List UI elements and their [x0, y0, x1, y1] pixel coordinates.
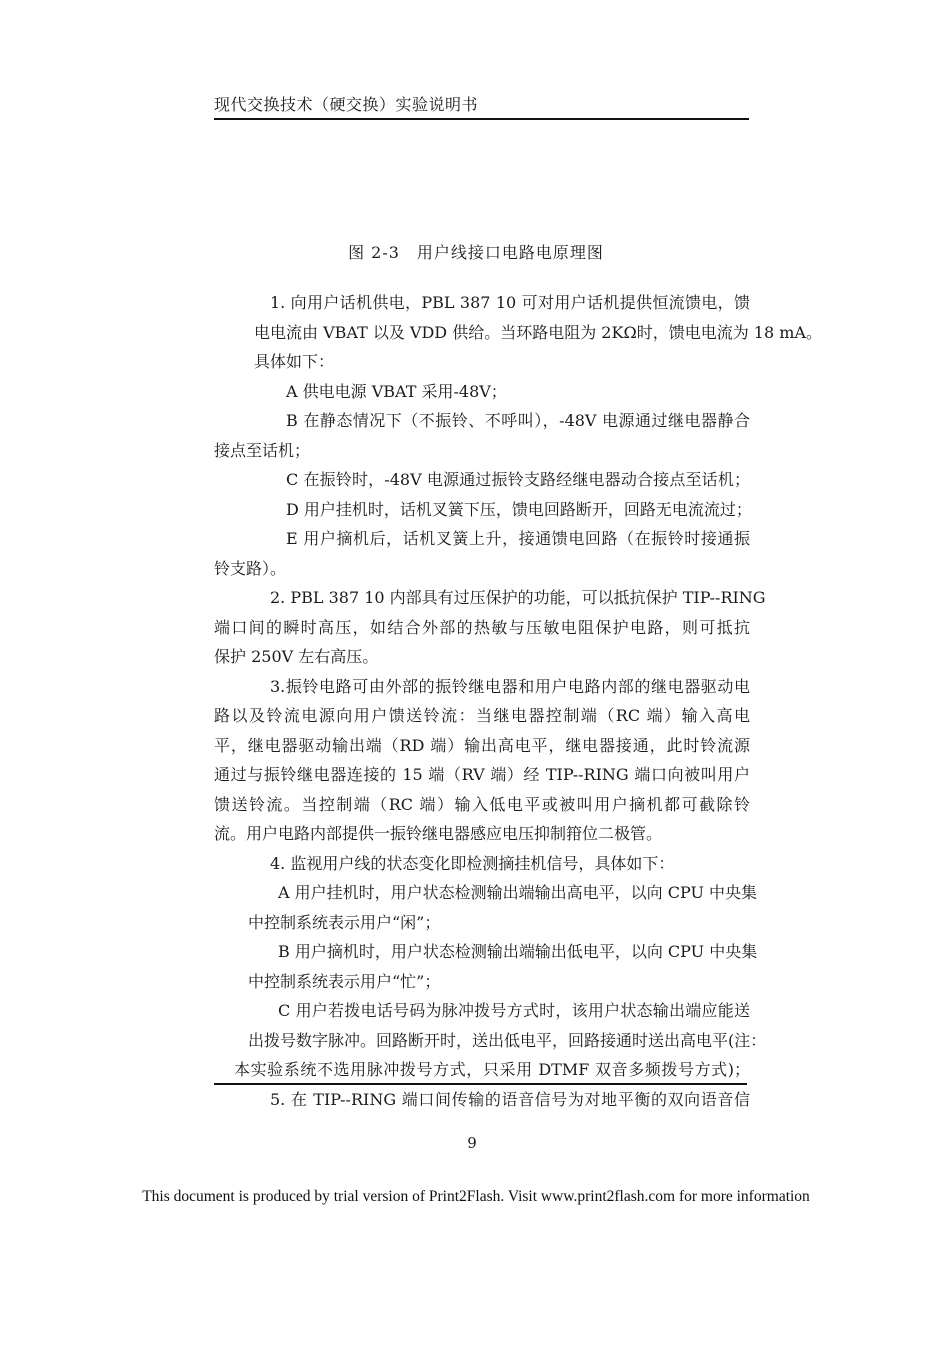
text-line: 端口间的瞬时高压，如结合外部的热敏与压敏电阻保护电路，则可抵抗 — [214, 617, 750, 637]
text-line: D 用户挂机时，话机叉簧下压，馈电回路断开，回路无电流流过； — [286, 499, 752, 519]
text-line: 接点至话机； — [214, 440, 311, 460]
text-line: 本实验系统不选用脉冲拨号方式，只采用 DTMF 双音多频拨号方式)； — [234, 1060, 750, 1079]
text-line: 5. 在 TIP--RING 端口间传输的语音信号为对地平衡的双向语音信 — [270, 1089, 750, 1109]
text-line: 通过与振铃继电器连接的 15 端（RV 端）经 TIP--RING 端口向被叫用户 — [214, 765, 750, 784]
text-line: 流。用户电路内部提供一振铃继电器感应电压抑制箝位二极管。 — [214, 824, 663, 843]
text-line: 中控制系统表示用户“闲”； — [248, 912, 441, 932]
text-line: 馈送铃流。当控制端（RC 端）输入低电平或被叫用户摘机都可截除铃 — [214, 794, 750, 814]
text-line: 保护 250V 左右高压。 — [214, 647, 379, 666]
text-line: 出拨号数字脉冲。回路断开时，送出低电平，回路接通时送出高电平(注： — [248, 1030, 767, 1050]
page-header-title: 现代交换技术（硬交换）实验说明书 — [214, 95, 479, 114]
text-line: C 用户若拨电话号码为脉冲拨号方式时，该用户状态输出端应能送 — [278, 1001, 750, 1020]
footer-rule — [214, 1083, 747, 1085]
text-line: B 在静态情况下（不振铃、不呼叫），-48V 电源通过继电器静合 — [286, 411, 750, 430]
text-line: 路以及铃流电源向用户馈送铃流：当继电器控制端（RC 端）输入高电 — [214, 706, 750, 725]
text-line: 2. PBL 387 10 内部具有过压保护的功能，可以抵抗保护 TIP--RING — [270, 588, 766, 607]
text-line: 4. 监视用户线的状态变化即检测摘挂机信号，具体如下： — [270, 853, 675, 873]
text-line: 电电流由 VBAT 以及 VDD 供给。当环路电阻为 2KΩ时，馈电电流为 18 mA。 — [254, 322, 822, 342]
text-line: A 用户挂机时，用户状态检测输出端输出高电平，以向 CPU 中央集 — [278, 883, 758, 902]
text-line: 具体如下： — [254, 352, 335, 371]
page-header — [214, 92, 749, 120]
text-line: 1. 向用户话机供电，PBL 387 10 可对用户话机提供恒流馈电，馈 — [270, 293, 750, 312]
text-line: E 用户摘机后，话机叉簧上升，接通馈电回路（在振铃时接通振 — [286, 529, 750, 548]
text-line: 平，继电器驱动输出端（RD 端）输出高电平，继电器接通，此时铃流源 — [214, 735, 750, 755]
text-line: 中控制系统表示用户“忙”； — [248, 971, 441, 991]
text-line: 铃支路）。 — [214, 558, 287, 578]
text-line: C 在振铃时，-48V 电源通过振铃支路经继电器动合接点至话机； — [286, 470, 750, 489]
body-text — [214, 288, 822, 1114]
text-line: A 供电电源 VBAT 采用-48V； — [286, 381, 507, 401]
text-line: B 用户摘机时，用户状态检测输出端输出低电平，以向 CPU 中央集 — [278, 942, 758, 961]
text-line: 3.振铃电路可由外部的振铃继电器和用户电路内部的继电器驱动电 — [270, 676, 750, 696]
page-number: 9 — [467, 1134, 477, 1152]
figure-caption: 图 2-3 用户线接口电路电原理图 — [348, 243, 604, 262]
watermark-text: This document is produced by trial version of Print2Flash. Visit www.print2flash.com for more information — [142, 1188, 810, 1205]
